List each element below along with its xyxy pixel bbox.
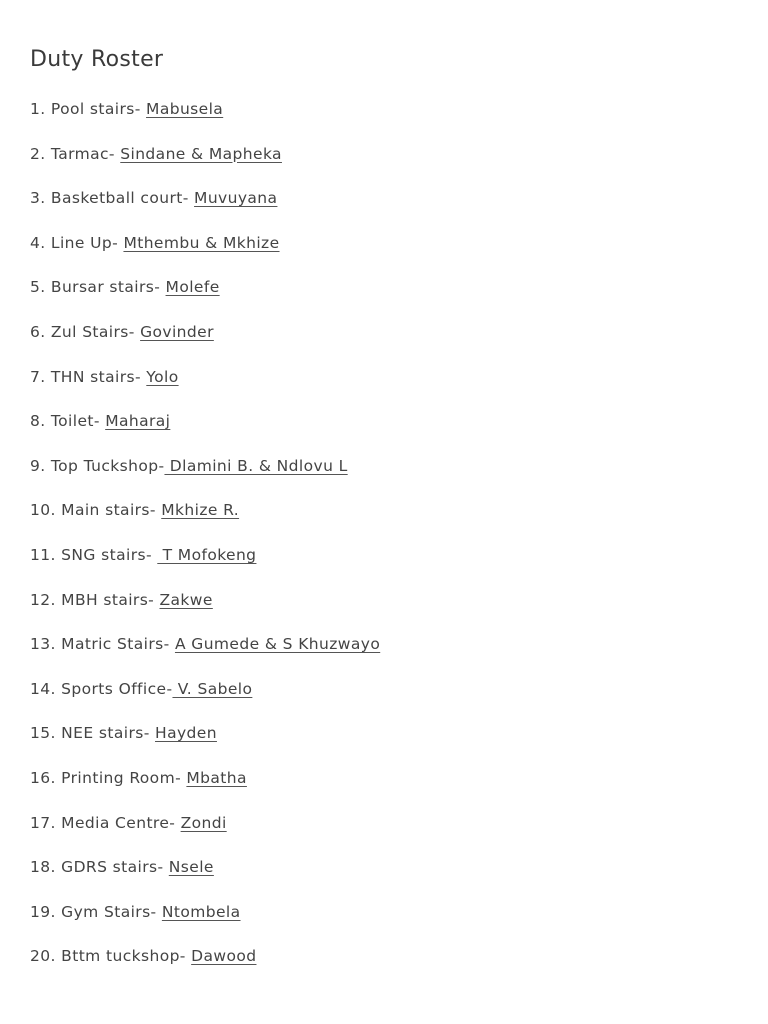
duty-item-17 [30, 812, 380, 857]
duty-item-5 [30, 276, 380, 321]
duty-label: 16. Printing Room- [30, 768, 187, 787]
duty-item-19 [30, 901, 380, 946]
duty-assignee-link[interactable]: Maharaj [105, 412, 171, 431]
duty-item-13 [30, 633, 380, 678]
duty-label: 6. Zul Stairs- [30, 322, 141, 341]
duty-assignee-link[interactable]: Nsele [168, 858, 214, 877]
duty-item-4 [30, 232, 380, 277]
duty-label: 3. Basketball court- [30, 189, 195, 208]
duty-assignee-link[interactable]: Mabusela [146, 100, 224, 118]
duty-label: 9. Top Tuckshop- [30, 456, 165, 475]
duty-assignee-link[interactable]: Zakwe [159, 590, 213, 609]
page-title: Duty Roster [30, 47, 164, 72]
duty-assignee-link[interactable]: Dawood [191, 947, 257, 966]
duty-label: 11. SNG stairs- [30, 545, 158, 564]
duty-assignee-link[interactable]: Molefe [165, 278, 220, 297]
duty-item-12 [30, 589, 380, 634]
duty-assignee-link[interactable]: T Mofokeng [157, 545, 257, 564]
duty-label: 12. MBH stairs- [30, 590, 160, 609]
duty-assignee-link[interactable]: Sindane & Mapheka [120, 144, 282, 163]
duty-item-6 [30, 321, 380, 366]
duty-label: 4. Line Up- [30, 233, 124, 252]
duty-assignee-link[interactable]: Ntombela [161, 902, 241, 921]
duty-label: 1. Pool stairs- [30, 100, 147, 118]
duty-label: 18. GDRS stairs- [30, 858, 169, 877]
duty-item-20 [30, 945, 380, 990]
duty-item-11 [30, 544, 380, 589]
duty-item-15 [30, 722, 380, 767]
duty-label: 17. Media Centre- [30, 813, 181, 832]
duty-item-14 [30, 678, 380, 723]
duty-item-10 [30, 499, 380, 544]
duty-assignee-link[interactable]: Dlamini B. & Ndlovu L [164, 456, 348, 475]
duty-label: 7. THN stairs- [30, 367, 147, 386]
duty-item-9 [30, 455, 380, 500]
duty-assignee-link[interactable]: Hayden [155, 724, 217, 743]
duty-assignee-link[interactable]: Mbatha [186, 768, 247, 787]
duty-item-16 [30, 767, 380, 812]
duty-item-1 [30, 98, 380, 143]
duty-assignee-link[interactable]: Mthembu & Mkhize [123, 233, 280, 252]
duty-label: 19. Gym Stairs- [30, 902, 162, 921]
duty-label: 13. Matric Stairs- [30, 635, 175, 654]
duty-label: 14. Sports Office- [30, 679, 173, 698]
duty-assignee-link[interactable]: Muvuyana [194, 189, 278, 208]
duty-list [30, 98, 380, 990]
duty-item-7 [30, 366, 380, 411]
duty-assignee-link[interactable]: V. Sabelo [172, 679, 253, 698]
duty-item-18 [30, 856, 380, 901]
duty-assignee-link[interactable]: A Gumede & S Khuzwayo [174, 635, 381, 654]
duty-label: 10. Main stairs- [30, 501, 162, 520]
duty-label: 2. Tarmac- [30, 144, 121, 163]
duty-assignee-link[interactable]: Zondi [180, 813, 227, 832]
duty-label: 5. Bursar stairs- [30, 278, 166, 297]
duty-label: 8. Toilet- [30, 412, 106, 431]
duty-label: 15. NEE stairs- [30, 724, 156, 743]
duty-assignee-link[interactable]: Govinder [140, 322, 214, 341]
duty-assignee-link[interactable]: Mkhize R. [161, 501, 240, 520]
duty-item-3 [30, 187, 380, 232]
duty-assignee-link[interactable]: Yolo [146, 367, 179, 386]
duty-item-8 [30, 410, 380, 455]
duty-item-2 [30, 143, 380, 188]
duty-label: 20. Bttm tuckshop- [30, 947, 192, 966]
